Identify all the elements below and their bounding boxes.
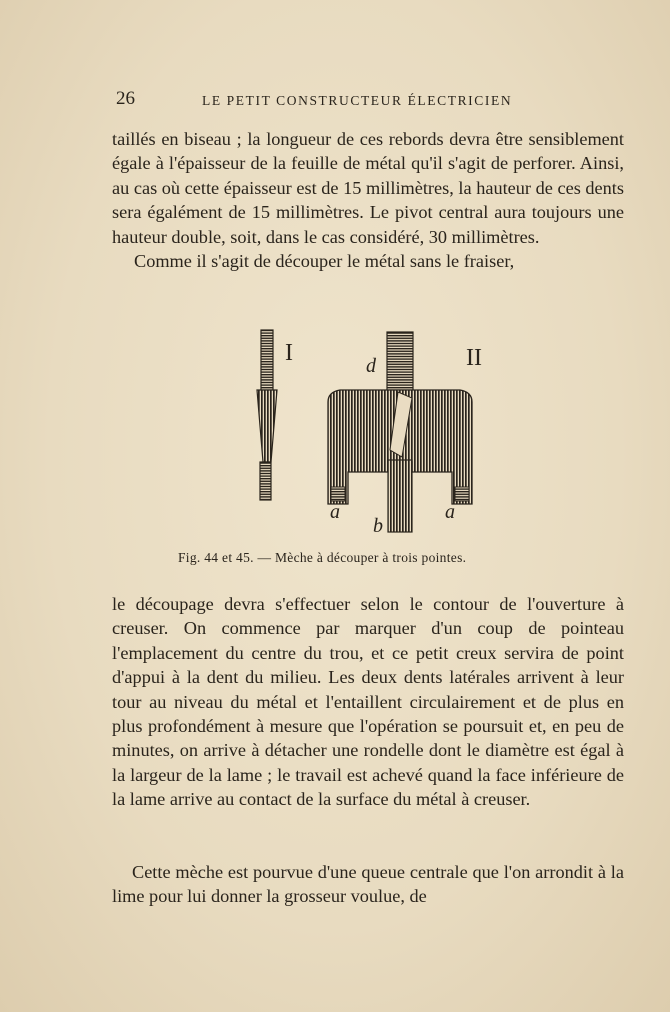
label-b: b xyxy=(373,515,383,537)
paragraph-1: taillés en biseau ; la longueur de ces rebords devra être sensiblement égale à l'épaisseur de la feuille de métal qu'il s'agit de perforer. Ainsi, au cas où cette épaisseur est de 15 millimètres, la hauteur de ces dents sera égalément de 15 millimètres. Le pivot central aura toujours une hauteur double, soit, dans le cas considéré, 30 millimètres. xyxy=(112,129,624,247)
running-title: LE PETIT CONSTRUCTEUR ÉLECTRICIEN xyxy=(202,93,513,108)
figure-caption: Fig. 44 et 45. — Mèche à découper à trois pointes. xyxy=(178,550,467,565)
label-a-right: a xyxy=(445,501,455,523)
paragraph-2: Comme il s'agit de découper le métal sans le fraiser, xyxy=(134,251,515,272)
page-number: 26 xyxy=(116,88,135,109)
label-d: d xyxy=(366,355,376,377)
figure-I-drawing xyxy=(257,330,277,500)
paragraph-4: Cette mèche est pourvue d'une queue centrale que l'on arrondit à la lime pour lui donner la grosseur voulue, de xyxy=(112,862,624,907)
label-a-left: a xyxy=(330,501,340,523)
page-header xyxy=(110,86,630,116)
paragraph-3: le découpage devra s'effectuer selon le contour de l'ouverture à creuser. On commence par marquer d'un coup de pointeau l'emplacement du centre du trou, et ce petit creux servira de point d'appui à la dent du milieu. Les deux dents latérales arrivent à leur tour au niveau du métal et l'entaillent circulairement et de plus en plus profondément à mesure que l'opération se poursuit et, en peu de minutes, on arrive à détacher une rondelle dont le diamètre est égal à la largeur de la lame ; le travail est achevé quand la face inférieure de la lame arrive au contact de la surface du métal à creuser. xyxy=(112,594,624,810)
figure-drill-bits xyxy=(240,322,520,544)
label-I: I xyxy=(285,340,293,366)
label-II: II xyxy=(466,345,482,371)
paragraph-top xyxy=(112,127,624,273)
